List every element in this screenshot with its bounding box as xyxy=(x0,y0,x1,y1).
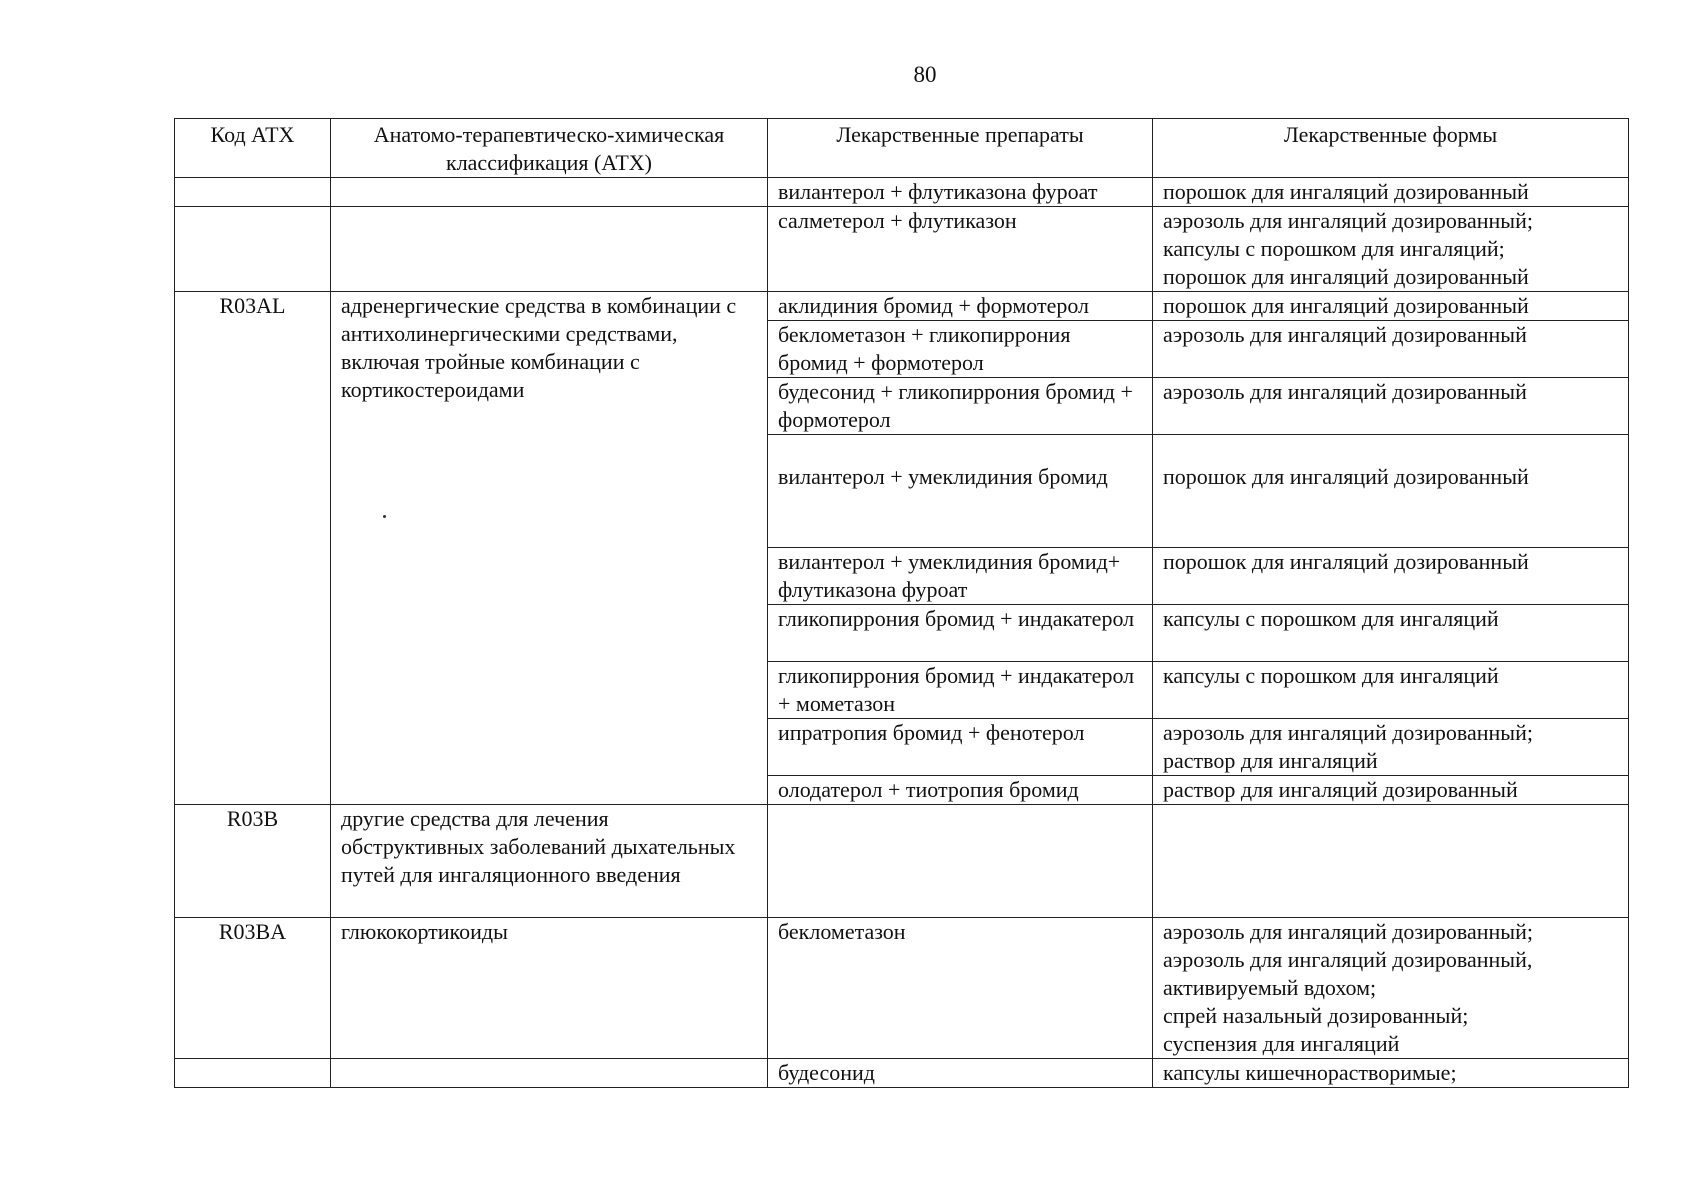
table-row xyxy=(175,1059,1629,1088)
table-row xyxy=(175,178,1629,207)
header-atc-classification: Анатомо-терапевтическо-химическая классификация (АТХ) xyxy=(331,119,768,178)
table-header-row xyxy=(175,119,1629,178)
classification-cell xyxy=(331,1059,768,1088)
dosage-form-cell xyxy=(1153,805,1629,918)
dosage-form-cell: аэрозоль для ингаляций дозированный; капсулы с порошком для ингаляций; порошок для ингаляций дозированный xyxy=(1153,207,1629,292)
drug-cell: салметерол + флутиказон xyxy=(768,207,1153,292)
drug-cell xyxy=(768,805,1153,918)
classification-cell: другие средства для лечения обструктивных заболеваний дыхательных путей для ингаляционного введения xyxy=(331,805,768,918)
dosage-form-cell: порошок для ингаляций дозированный xyxy=(1153,435,1629,548)
drug-cell: олодатерол + тиотропия бромид xyxy=(768,776,1153,805)
dosage-form-cell: аэрозоль для ингаляций дозированный; раствор для ингаляций xyxy=(1153,719,1629,776)
table-row xyxy=(175,292,1629,321)
atc-code-cell xyxy=(175,178,331,207)
scan-speck xyxy=(383,515,386,518)
atc-table xyxy=(174,118,1629,1088)
drug-cell: беклометазон + гликопиррония бромид + формотерол xyxy=(768,321,1153,378)
dosage-form-cell: капсулы с порошком для ингаляций xyxy=(1153,662,1629,719)
drug-cell: будесонид + гликопиррония бромид + формотерол xyxy=(768,378,1153,435)
dosage-form-cell: раствор для ингаляций дозированный xyxy=(1153,776,1629,805)
dosage-form-cell: капсулы с порошком для ингаляций xyxy=(1153,605,1629,662)
dosage-form-cell: аэрозоль для ингаляций дозированный; аэрозоль для ингаляций дозированный, активируемый вдохом; спрей назальный дозированный; суспензия для ингаляций xyxy=(1153,918,1629,1059)
atc-code-cell xyxy=(175,207,331,292)
dosage-form-cell: порошок для ингаляций дозированный xyxy=(1153,178,1629,207)
drug-cell: будесонид xyxy=(768,1059,1153,1088)
atc-code-cell: R03B xyxy=(175,805,331,918)
header-drugs: Лекарственные препараты xyxy=(768,119,1153,178)
dosage-form-cell: порошок для ингаляций дозированный xyxy=(1153,548,1629,605)
header-atc-code: Код АТХ xyxy=(175,119,331,178)
drug-cell: гликопиррония бромид + индакатерол xyxy=(768,605,1153,662)
dosage-form-cell: капсулы кишечнорастворимые; xyxy=(1153,1059,1629,1088)
table-row xyxy=(175,207,1629,292)
atc-code-cell: R03AL xyxy=(175,292,331,805)
drug-cell: беклометазон xyxy=(768,918,1153,1059)
dosage-form-cell: порошок для ингаляций дозированный xyxy=(1153,292,1629,321)
atc-code-cell xyxy=(175,1059,331,1088)
page-number: 80 xyxy=(913,62,937,87)
classification-cell: адренергические средства в комбинации с антихолинергическими средствами, включая тройные комбинации с кортикостероидами xyxy=(331,292,768,805)
drug-cell: вилантерол + умеклидиния бромид xyxy=(768,435,1153,548)
drug-cell: вилантерол + флутиказона фуроат xyxy=(768,178,1153,207)
classification-cell: глюкокортикоиды xyxy=(331,918,768,1059)
dosage-form-cell: аэрозоль для ингаляций дозированный xyxy=(1153,321,1629,378)
dosage-form-cell: аэрозоль для ингаляций дозированный xyxy=(1153,378,1629,435)
drug-cell: вилантерол + умеклидиния бромид+ флутиказона фуроат xyxy=(768,548,1153,605)
drug-cell: ипратропия бромид + фенотерол xyxy=(768,719,1153,776)
table-row xyxy=(175,918,1629,1059)
classification-cell xyxy=(331,207,768,292)
atc-code-cell: R03BA xyxy=(175,918,331,1059)
drug-cell: гликопиррония бромид + индакатерол + мометазон xyxy=(768,662,1153,719)
table-row xyxy=(175,805,1629,918)
classification-cell xyxy=(331,178,768,207)
header-dosage-forms: Лекарственные формы xyxy=(1153,119,1629,178)
drug-cell: аклидиния бромид + формотерол xyxy=(768,292,1153,321)
